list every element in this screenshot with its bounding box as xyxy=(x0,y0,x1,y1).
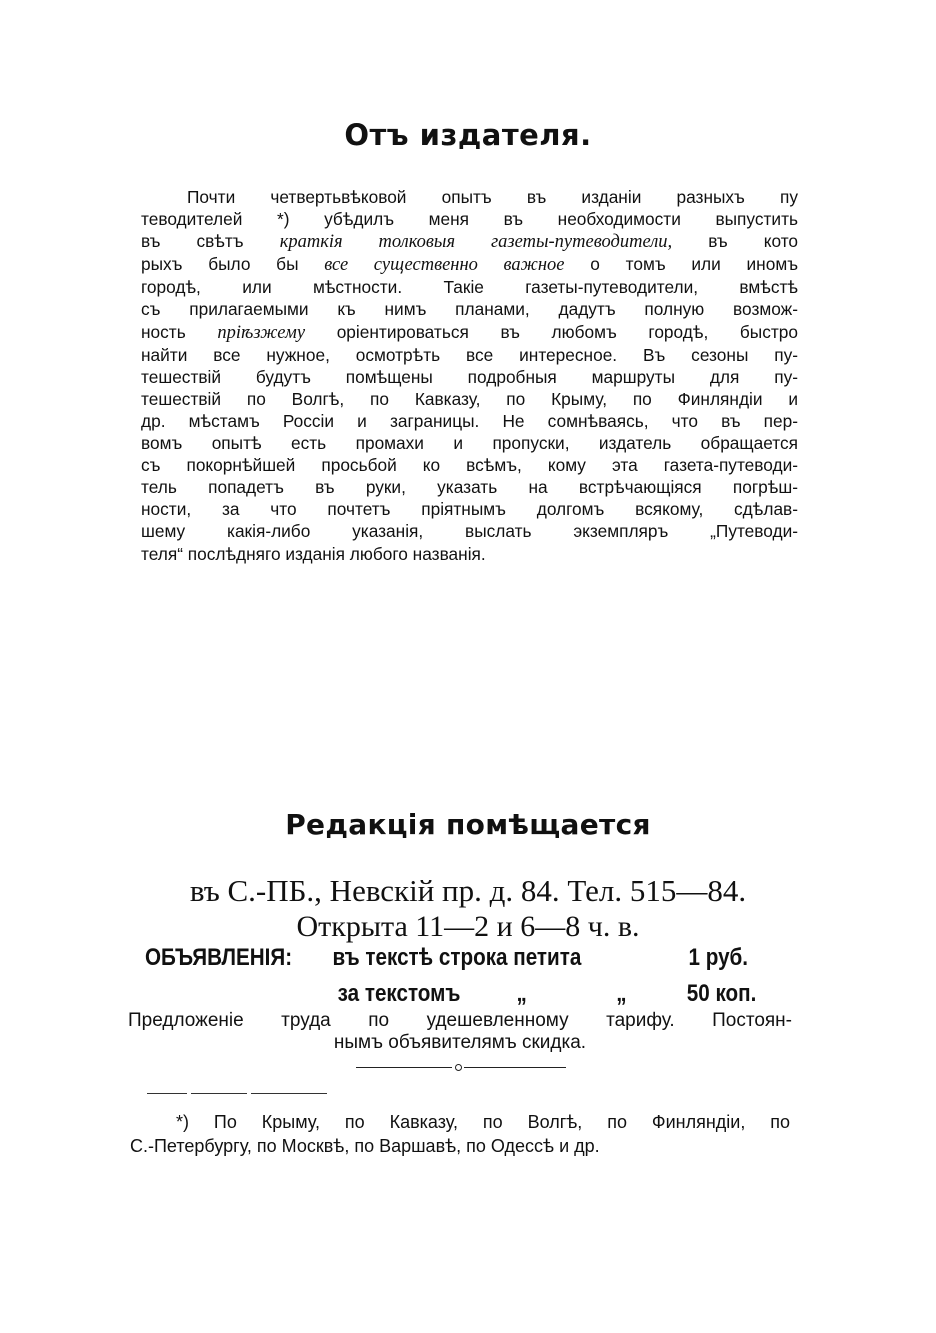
italic-phrase: пріѣзжему xyxy=(217,322,306,343)
preface-line: Почти четвертьвѣковой опытъ въ изданіи разныхъ пу xyxy=(187,187,798,207)
preface-line: городѣ, или мѣстности. Такіе газеты-путеводители, вмѣстѣ xyxy=(141,277,798,298)
ads-ditto: „ xyxy=(616,980,627,1007)
footnote-line: *) По Крыму, по Кавказу, по Волгѣ, по Финляндіи, по xyxy=(176,1112,790,1132)
ads-row2-text: за текстомъ xyxy=(337,980,461,1007)
preface-line-text: въ кото xyxy=(672,231,799,252)
preface-line: др. мѣстамъ Россіи и заграницы. Не сомнѣваясь, что въ пер- xyxy=(141,410,798,431)
divider-rule xyxy=(464,1067,566,1068)
footnote xyxy=(130,1110,790,1158)
preface-line: съ покорнѣйшей просьбой ко всѣмъ, кому эта газета-путеводи- xyxy=(141,455,798,476)
ads-ditto: „ xyxy=(516,980,527,1007)
editorial-hours: Открыта 11—2 и 6—8 ч. в. xyxy=(296,910,640,943)
preface-line: шему какія-либо указанія, выслать экземпляръ „Путеводи- xyxy=(141,521,798,542)
ads-block xyxy=(145,944,757,1016)
preface-title: Отъ издателя. xyxy=(344,118,592,152)
preface-line xyxy=(141,230,798,253)
preface-line: тешествій будутъ помѣщены подробныя маршруты для пу- xyxy=(141,366,798,387)
offer-text xyxy=(128,1010,792,1054)
preface-body xyxy=(141,186,798,565)
divider-ornament xyxy=(356,1062,566,1074)
ads-row2-price: 50 коп. xyxy=(686,980,757,1007)
preface-line-text: ность xyxy=(141,321,218,342)
preface-line: теводителей *) убѣдилъ меня въ необходимости выпустить xyxy=(141,209,798,230)
offer-line: нымъ объявителямъ скидка. xyxy=(333,1032,587,1053)
preface-line: тель попадетъ въ руки, указать на встрѣчающіяся погрѣш- xyxy=(141,477,798,498)
ads-label: ОБЪЯВЛЕНІЯ: xyxy=(145,944,293,971)
preface-line-text: о томъ или иномъ xyxy=(564,254,799,275)
preface-line xyxy=(141,321,798,344)
preface-line: вомъ опытѣ есть промахи и пропуски, издатель обращается xyxy=(141,433,798,454)
divider-rule xyxy=(356,1067,452,1068)
ads-row1-text: въ текстѣ строка петита xyxy=(332,944,582,971)
footnote-line: С.-Петербургу, по Москвѣ, по Варшавѣ, по Одессѣ и др. xyxy=(130,1136,600,1156)
circle-icon xyxy=(455,1064,462,1071)
editorial-address: въ С.-ПБ., Невскій пр. д. 84. Тел. 515—84. xyxy=(189,873,747,908)
editorial-title: Редакція помѣщается xyxy=(285,808,651,841)
preface-line: тешествій по Волгѣ, по Кавказу, по Крыму, по Финляндіи и xyxy=(141,388,798,409)
preface-line xyxy=(141,253,798,276)
italic-phrase: все существенно важное xyxy=(324,255,565,276)
preface-line: ности, за что почтетъ пріятнымъ долгомъ всякому, сдѣлав- xyxy=(141,499,798,520)
preface-line: съ прилагаемыми къ нимъ планами, дадутъ полную возмож- xyxy=(141,299,798,320)
offer-line: Предложеніе труда по удешевленному тарифу. Постоян- xyxy=(128,1010,792,1031)
preface-line: найти все нужное, осмотрѣть все интересное. Въ сезоны пу- xyxy=(141,344,798,365)
footnote-rule xyxy=(147,1093,327,1094)
preface-line: теля“ послѣдняго изданія любого названія. xyxy=(141,543,486,564)
ads-row xyxy=(145,944,749,980)
preface-line-text: рыхъ было бы xyxy=(141,254,325,275)
preface-line-text: оріентироваться въ любомъ городѣ, быстро xyxy=(305,321,798,342)
ads-row1-price: 1 руб. xyxy=(688,944,749,971)
preface-line-text: въ свѣтъ xyxy=(141,231,280,252)
italic-phrase: краткія толковыя газеты-путеводители, xyxy=(279,232,673,253)
